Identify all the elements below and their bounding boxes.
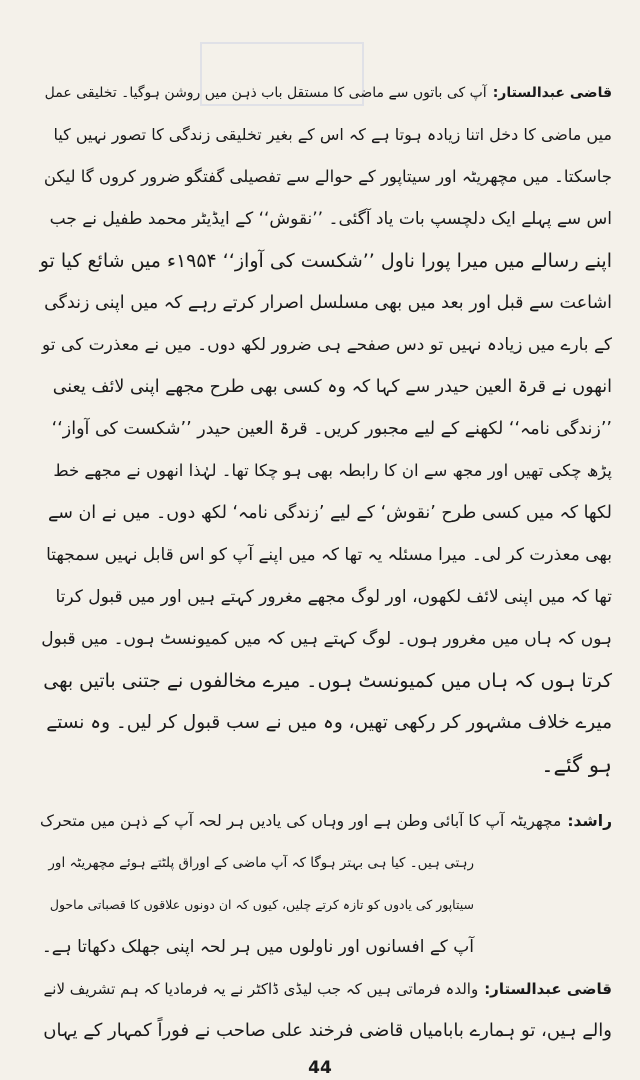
text-line: کرتا ہوں کہ ہاں میں کمیونسٹ ہوں۔ میرے مخالفوں نے جتنی باتیں بھی bbox=[43, 670, 612, 692]
text-line: اپنے رسالے میں میرا پورا ناول ’’شکست کی آواز‘‘ ۱۹۵۴ء میں شائع کیا تو bbox=[39, 250, 612, 272]
text-line: ’’زندگی نامہ‘‘ لکھنے کے لیے مجبور کریں۔ قرۃ العین حیدر ’’شکست کی آواز‘‘ bbox=[51, 419, 612, 439]
text-line: لکھا کہ میں کسی طرح ’نقوش‘ کے لیے ’زندگی نامہ‘ لکھ دوں۔ میں نے ان سے bbox=[47, 503, 612, 523]
paragraph-qazi-1 bbox=[40, 72, 612, 786]
text-line: اس سے پہلے ایک دلچسپ بات یاد آگئی۔ ’’نقوش‘‘ کے ایڈیٹر محمد طفیل نے جب bbox=[49, 209, 612, 229]
speaker-label: راشد: bbox=[567, 812, 612, 830]
text-line: قاضی عبدالستار:آپ کی باتوں سے ماضی کا مستقل باب ذہن میں روشن ہوگیا۔ تخلیقی عمل bbox=[44, 85, 612, 101]
text-line: راشد:مچھریٹہ آپ کا آبائی وطن ہے اور وہاں کی یادیں ہر لحہ آپ کے ذہن میں متحرک bbox=[40, 812, 612, 830]
text-line: قاضی عبدالستار:والدہ فرماتی ہیں کہ جب لیڈی ڈاکٹر نے یہ فرمادیا کہ ہم تشریف لانے bbox=[43, 980, 612, 998]
text-line: انھوں نے قرۃ العین حیدر سے کہا کہ وہ کسی بھی طرح مجھے اپنی لائف یعنی bbox=[52, 377, 612, 397]
paragraph-qazi-2 bbox=[40, 968, 612, 1052]
text-line: ہوں کہ ہاں میں مغرور ہوں۔ لوگ کہتے ہیں کہ میں کمیونسٹ ہوں۔ میں قبول bbox=[41, 629, 612, 649]
text-line: بھی معذرت کر لی۔ میرا مسئلہ یہ تھا کہ میں اپنے آپ کو اس قابل نہیں سمجھتا bbox=[46, 545, 612, 565]
paragraph-rashid bbox=[40, 800, 612, 968]
speaker-label: قاضی عبدالستار: bbox=[484, 980, 612, 998]
text-line: والے ہیں، تو ہمارے بابامیاں قاضی فرخند علی صاحب نے فوراً کمہار کے یہاں bbox=[43, 1020, 612, 1041]
text-line: کے بارے میں زیادہ نہیں تو دس صفحے ہی ضرور لکھ دوں۔ میں نے معذرت کی تو bbox=[42, 335, 612, 355]
text-line: اشاعت سے قبل اور بعد میں بھی مسلسل اصرار کرتے رہے کہ میں اپنی زندگی bbox=[44, 293, 612, 313]
speaker-label: قاضی عبدالستار: bbox=[492, 85, 612, 101]
text-line: میرے خلاف مشہور کر رکھی تھیں، وہ میں نے سب قبول کر لیں۔ وہ نستے bbox=[46, 712, 612, 733]
text-line: ہو گئے۔ bbox=[541, 753, 612, 777]
text-line: سیتاپور کی یادوں کو تازہ کرتے چلیں، کیوں کہ ان دونوں علاقوں کا قصباتی ماحول bbox=[49, 897, 474, 912]
text-line: تھا کہ میں اپنی لائف لکھوں، اور لوگ مجھے مغرور کہتے ہیں اور میں قبول کرتا bbox=[55, 587, 612, 607]
text-line: جاسکتا۔ میں مچھریٹہ اور سیتاپور کے حوالے سے تفصیلی گفتگو ضرور کروں گا لیکن bbox=[43, 167, 612, 186]
text-line: میں ماضی کا دخل اتنا زیادہ ہوتا ہے کہ اس کے بغیر تخلیقی زندگی کا تصور نہیں کیا bbox=[53, 125, 612, 144]
text-line: آپ کے افسانوں اور ناولوں میں ہر لحہ اپنی جھلک دکھاتا ہے۔ bbox=[41, 937, 474, 957]
page-number: 44 bbox=[308, 1058, 332, 1078]
text-line: پڑھ چکی تھیں اور مجھ سے ان کا رابطہ بھی ہو چکا تھا۔ لہٰذا انھوں نے مجھے خط bbox=[53, 461, 612, 480]
text-line: رہتی ہیں۔ کیا ہی بہتر ہوگا کہ آپ ماضی کے اوراق پلٹتے ہوئے مچھریٹہ اور bbox=[48, 855, 474, 871]
